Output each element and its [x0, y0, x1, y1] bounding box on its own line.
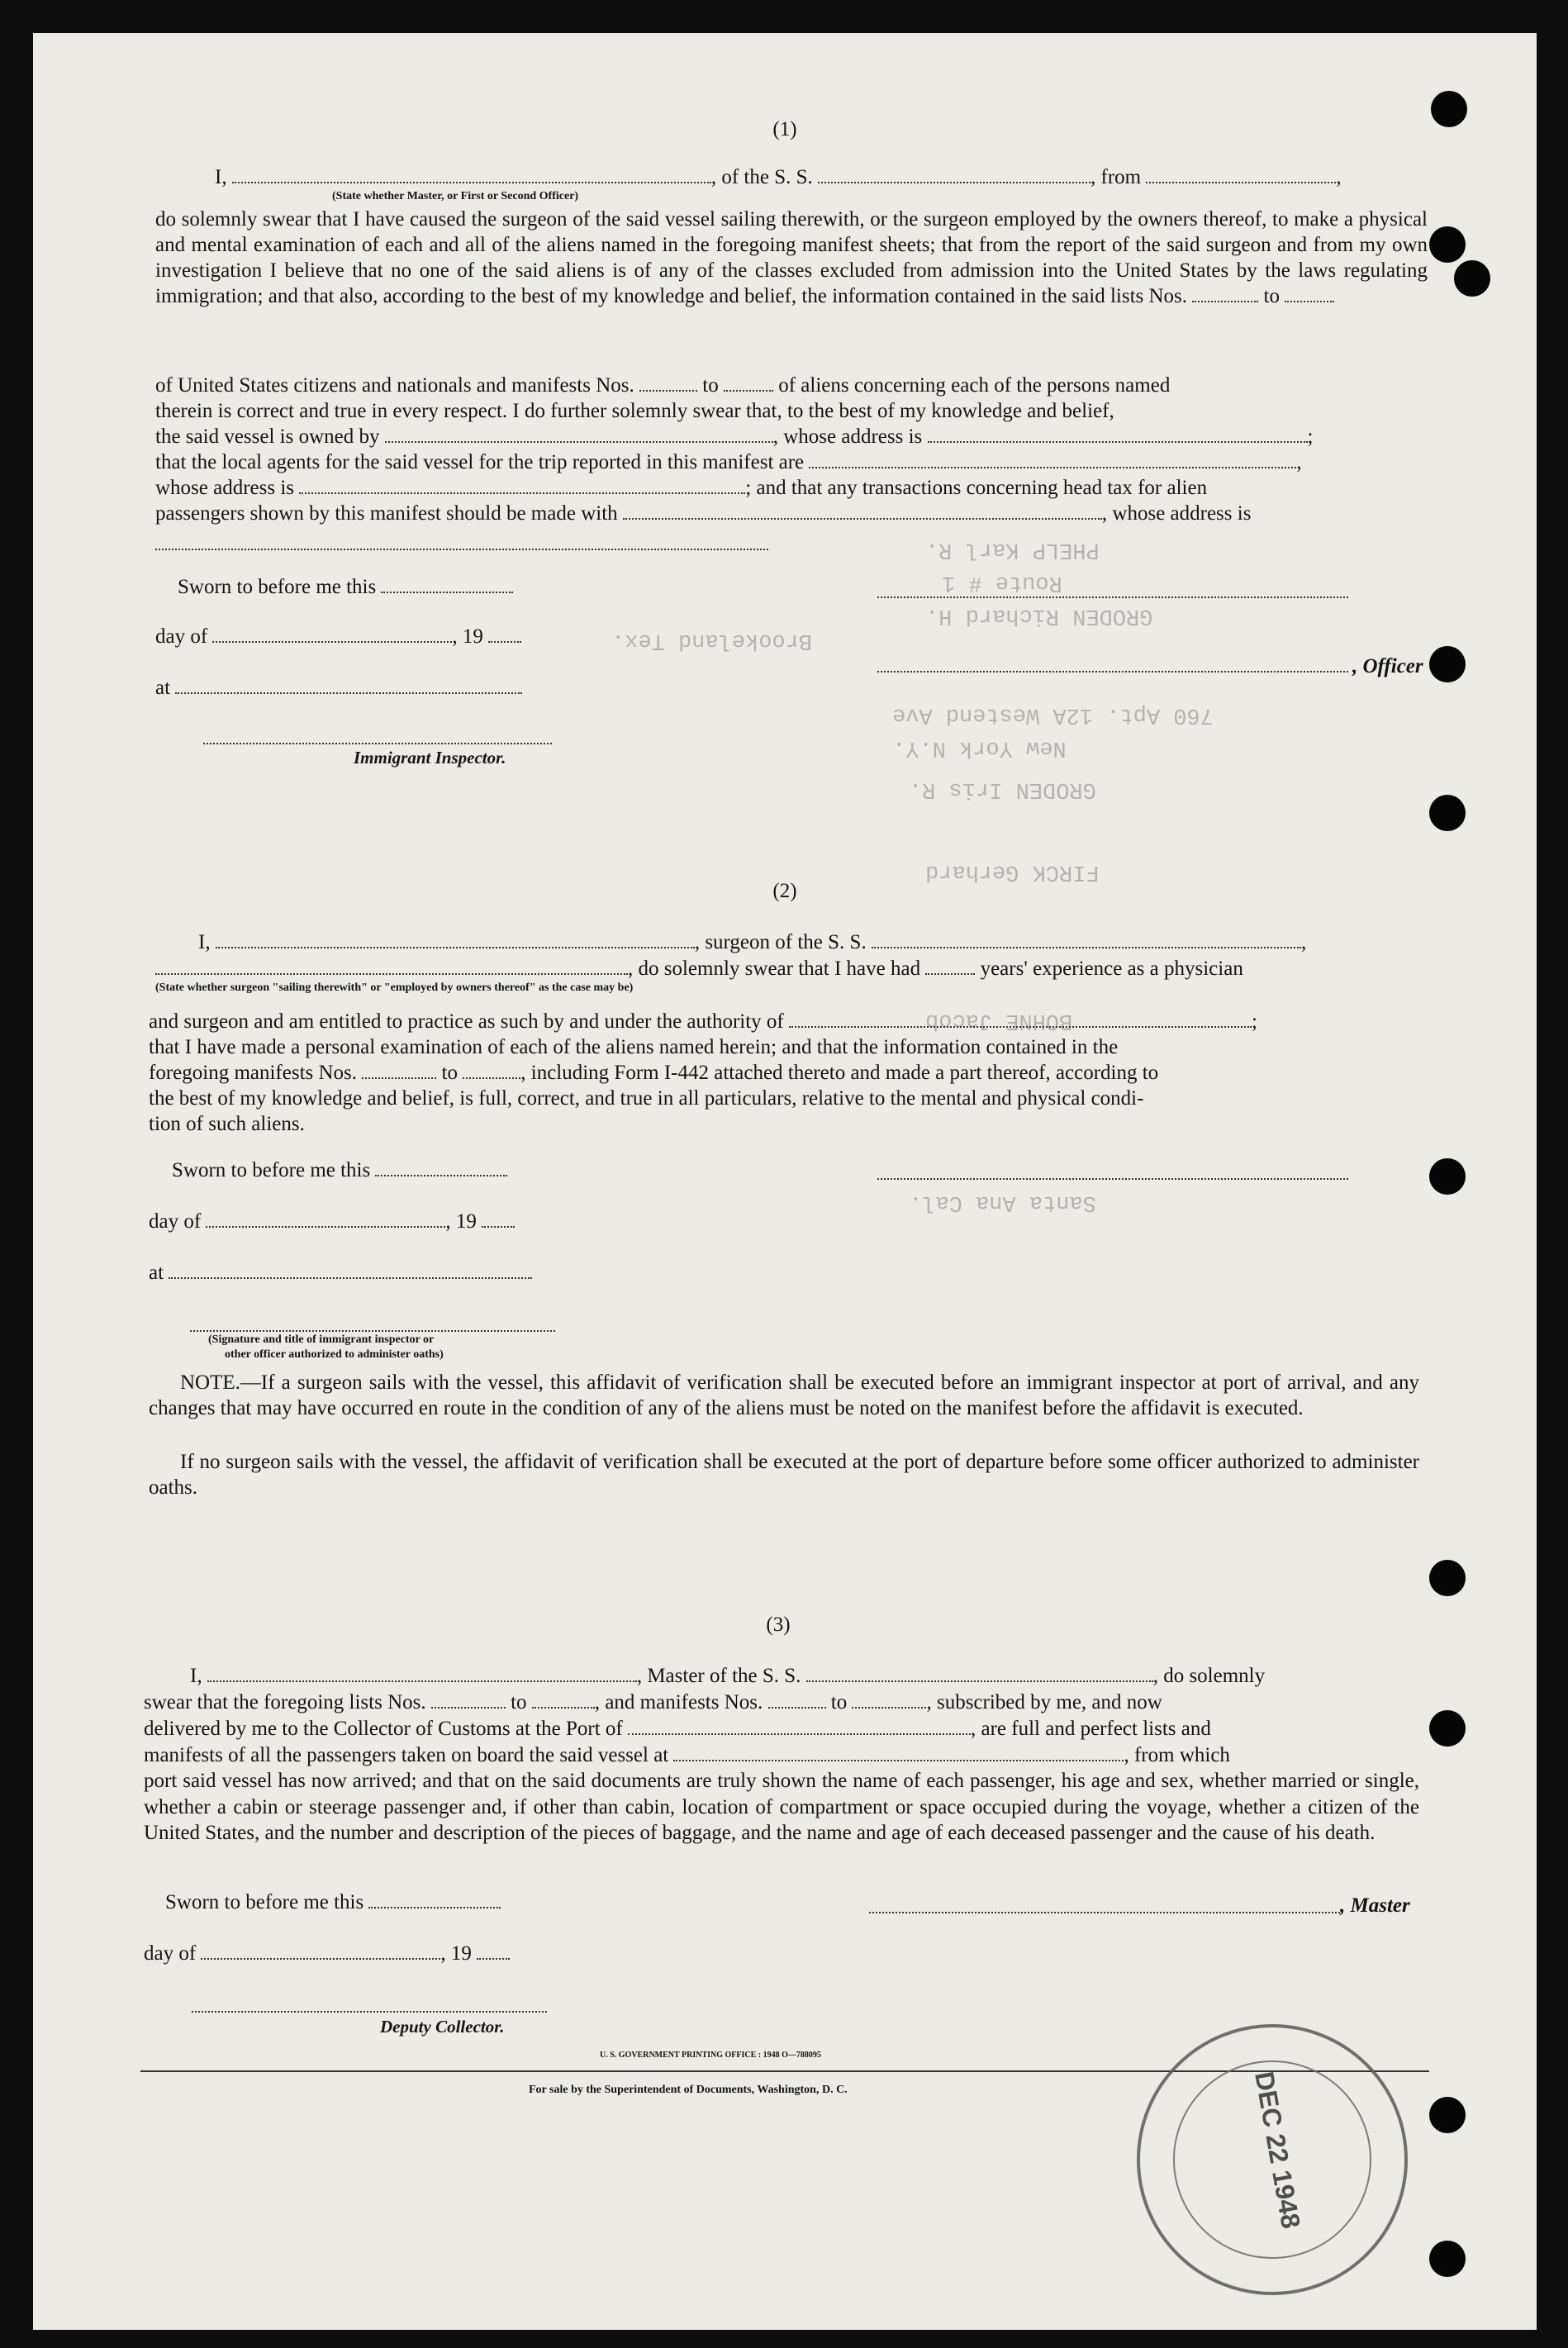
- inspector-signature-field[interactable]: [190, 1328, 555, 1332]
- show-through-line: 760 Apt. 12A Westend Ave: [892, 702, 1214, 727]
- officer-line: [215, 165, 1342, 190]
- line-text: Sworn to before me this: [165, 1891, 364, 1913]
- owner-address-field[interactable]: [928, 425, 1308, 443]
- year-field[interactable]: [482, 1210, 515, 1228]
- binder-hole: [1431, 91, 1467, 127]
- line-text: that the local agents for the said vessel for the trip reported in this manifest are: [155, 451, 805, 473]
- line-text: , do solemnly: [1152, 1665, 1266, 1687]
- line-text: day of: [155, 625, 208, 648]
- line-text: , including Form I-442 attached thereto and made a part thereof, according to: [520, 1062, 1159, 1084]
- line-text: , do solemnly swear that I have had: [628, 958, 921, 980]
- stamp-date: DEC 22 1948: [1249, 2069, 1306, 2232]
- line-text: , 19: [440, 1942, 472, 1965]
- pronoun: I,: [198, 931, 211, 953]
- sworn-day-field[interactable]: [381, 575, 513, 593]
- surgeon-note: (State whether surgeon "sailing therewith" or "employed by owners thereof" as the case may be): [155, 982, 634, 994]
- ship-name-field[interactable]: [818, 165, 1090, 183]
- section-number: (2): [772, 880, 797, 902]
- inspector-label: Immigrant Inspector.: [354, 748, 506, 768]
- line-text: manifests of all the passengers taken on board the said vessel at: [144, 1744, 669, 1766]
- agents-field[interactable]: [809, 450, 1296, 468]
- from-label: , from: [1090, 166, 1142, 188]
- passengers-line: [155, 501, 1251, 526]
- surgeon-signature-field[interactable]: [877, 1176, 1348, 1180]
- surgeon-manifests-to-field[interactable]: [463, 1061, 520, 1079]
- exam-line: that I have made a personal examination of each of the aliens named herein; and that the information contained in the: [149, 1036, 1119, 1058]
- line-text: , whose address is: [1101, 502, 1252, 525]
- line-text: day of: [149, 1210, 202, 1233]
- head-tax-field[interactable]: [623, 501, 1102, 520]
- punctuation: ,: [1336, 166, 1342, 188]
- at-place-field[interactable]: [175, 676, 522, 694]
- master-line: [190, 1664, 1265, 1689]
- master-ship-field[interactable]: [806, 1664, 1153, 1682]
- line-text: ; and that any transactions concerning head tax for alien: [745, 477, 1208, 499]
- punctuation: ;: [1307, 425, 1314, 448]
- port-field[interactable]: [628, 1717, 971, 1735]
- show-through-line: GRODEN Iris R.: [909, 777, 1096, 801]
- line-text: , and manifests Nos.: [594, 1691, 763, 1713]
- authority-line: [149, 1010, 1257, 1034]
- line-text: swear that the foregoing lists Nos.: [144, 1691, 426, 1713]
- binder-hole: [1429, 2241, 1466, 2277]
- surgeon-ship-field[interactable]: [872, 930, 1301, 948]
- print-office: U. S. GOVERNMENT PRINTING OFFICE : 1948 O—788095: [600, 2051, 821, 2060]
- note-paragraph: [149, 1449, 1419, 1500]
- master-manifests-from-field[interactable]: [768, 1690, 826, 1709]
- officer-note: (State whether Master, or First or Second Officer): [332, 190, 579, 202]
- at-place-field[interactable]: [169, 1261, 532, 1279]
- binder-hole: [1429, 226, 1466, 263]
- show-through-line: FIRCK Gerhard: [925, 859, 1100, 884]
- to-word: to: [511, 1691, 527, 1713]
- pronoun: I,: [215, 166, 227, 188]
- punctuation: ,: [1296, 451, 1302, 473]
- swear-lists-line: [144, 1690, 1162, 1715]
- authority-field[interactable]: [789, 1010, 1252, 1028]
- for-sale: For sale by the Superintendent of Documents, Washington, D. C.: [529, 2084, 848, 2096]
- punctuation: ,: [1300, 931, 1307, 953]
- from-port-field[interactable]: [1146, 165, 1336, 183]
- to-word: to: [830, 1691, 848, 1713]
- inspector-signature-field[interactable]: [203, 741, 552, 744]
- master-manifests-to-field[interactable]: [852, 1690, 926, 1709]
- note-paragraph: [149, 1370, 1419, 1421]
- day-line: [149, 1210, 515, 1234]
- show-through-line: PHELP Karl R.: [925, 537, 1100, 562]
- to-word: to: [441, 1062, 458, 1084]
- master-lists-from-field[interactable]: [431, 1690, 506, 1709]
- master-label: , Master: [1340, 1894, 1410, 1917]
- delivered-line: [144, 1717, 1211, 1742]
- officer-signature-field[interactable]: [877, 595, 1348, 598]
- line-text: , subscribed by me, and now: [926, 1691, 1162, 1713]
- agents-address-field[interactable]: [299, 476, 745, 494]
- show-through-line: Santa Ana Cal.: [909, 1190, 1096, 1214]
- section-number: (3): [766, 1614, 791, 1636]
- sworn-day-field[interactable]: [368, 1890, 501, 1908]
- binder-hole: [1429, 646, 1466, 682]
- master-signature-field[interactable]: [869, 1910, 1340, 1913]
- surgeon-manifests-from-field[interactable]: [362, 1061, 436, 1079]
- year-field[interactable]: [477, 1942, 510, 1960]
- document-page: [33, 33, 1537, 2330]
- line-text: passengers shown by this manifest should be made with: [155, 502, 618, 525]
- ship-label: , of the S. S.: [710, 166, 813, 188]
- line-text: , whose address is: [772, 425, 923, 448]
- line-text: and surgeon and am entitled to practice as such by and under the authority of: [149, 1010, 784, 1033]
- sworn-line: [172, 1158, 507, 1183]
- section-number: (1): [772, 118, 797, 140]
- binder-hole: [1429, 795, 1466, 831]
- line-text: , are full and perfect lists and: [971, 1718, 1211, 1740]
- line-text: foregoing manifests Nos.: [149, 1062, 358, 1084]
- line-text: Sworn to before me this: [178, 576, 377, 598]
- owner-line: [155, 425, 1313, 449]
- best-line: the best of my knowledge and belief, is full, correct, and true in all particulars, relative to the mental and physical condi-: [149, 1087, 1144, 1110]
- month-field[interactable]: [206, 1210, 445, 1228]
- section-3-paragraph: port said vessel has now arrived; and that on the said documents are truly shown the name of each passenger, his age and sex, whether married or single, whether a cabin or steerage passenger and, if other than cabin, location of compartment or space occupied during the voyage, whether a citizen of the United States, and the number and description of the pieces of baggage, and the name and age of each deceased passenger and the cause of his death.: [144, 1770, 1419, 1844]
- note-label: NOTE.: [180, 1371, 240, 1394]
- address-continuation-field[interactable]: [155, 547, 768, 550]
- manifests-to-field[interactable]: [724, 373, 773, 392]
- show-through-line: New York N.Y.: [892, 735, 1067, 760]
- officer-name-sign-field[interactable]: [877, 669, 1348, 673]
- to-word: to: [702, 374, 719, 397]
- line-text: , 19: [445, 1210, 477, 1233]
- note-text: —If a surgeon sails with the vessel, this affidavit of verification shall be executed before an immigrant inspector at port of arrival, and any changes that may have occurred en route in the condition of any of the aliens must be noted on the manifest before the affidavit is executed.: [149, 1371, 1419, 1419]
- surgeon-line: [198, 930, 1306, 955]
- show-through-line: BOHNE Jacob: [925, 1008, 1073, 1033]
- line-text: , surgeon of the S. S.: [694, 931, 867, 953]
- sworn-line: [178, 575, 513, 600]
- month-field[interactable]: [212, 625, 452, 643]
- show-through-line: Route # 1: [942, 570, 1062, 595]
- binder-hole: [1429, 2097, 1466, 2133]
- show-through-line: GRODEN Richard H.: [925, 603, 1153, 628]
- paragraph-text: do solemnly swear that I have caused the surgeon of the said vessel sailing therewith, or the surgeon employed by the owners thereof, to make a physical and mental examination of each and all of the aliens named in the foregoing manifest sheets; that from the report of the said surgeon and from my own investigation I believe that no one of the said aliens is of any of the classes excluded from admission into the United States by the laws regulating immigration; and that also, according to the best of my knowledge and belief, the information contained in the said lists Nos.: [155, 208, 1428, 307]
- punctuation: ;: [1252, 1010, 1257, 1033]
- line-text: Sworn to before me this: [172, 1159, 371, 1181]
- line-text: day of: [144, 1942, 197, 1965]
- line-text: , from which: [1124, 1744, 1230, 1766]
- manifests-all-line: [144, 1743, 1230, 1768]
- note-text: If no surgeon sails with the vessel, the affidavit of verification shall be executed at the port of departure before some officer authorized to administer oaths.: [149, 1451, 1419, 1499]
- surgeon-name-field[interactable]: [216, 930, 695, 948]
- master-lists-to-field[interactable]: [532, 1690, 595, 1709]
- section-1-paragraph: [155, 207, 1428, 309]
- line-text: years' experience as a physician: [980, 958, 1243, 980]
- binder-hole: [1454, 260, 1490, 297]
- line-text: at: [155, 677, 171, 699]
- deputy-label: Deputy Collector.: [380, 2017, 505, 2037]
- day-line: [155, 625, 521, 649]
- lists-to-field[interactable]: [1285, 284, 1334, 302]
- at-line: [155, 676, 522, 701]
- surgeon-status-field[interactable]: [155, 957, 628, 975]
- pronoun: I,: [190, 1665, 202, 1687]
- sig-note: other officer authorized to administer oaths): [225, 1348, 444, 1361]
- line-text: , 19: [452, 625, 483, 648]
- line-text: the said vessel is owned by: [155, 425, 380, 448]
- collector-signature-field[interactable]: [192, 2009, 547, 2013]
- line-text: of aliens concerning each of the persons named: [778, 374, 1171, 397]
- boarding-port-field[interactable]: [673, 1743, 1124, 1761]
- binder-hole: [1429, 1158, 1466, 1195]
- sworn-day-field[interactable]: [375, 1158, 507, 1176]
- agents-address-line: [155, 476, 1207, 501]
- lists-from-field[interactable]: [1192, 284, 1258, 302]
- sig-note: (Signature and title of immigrant inspector or: [208, 1333, 435, 1346]
- officer-label: , Officer: [1352, 655, 1423, 677]
- officer-name-field[interactable]: [232, 165, 711, 183]
- line-text: at: [149, 1262, 164, 1284]
- manifests-from-field[interactable]: [639, 373, 697, 392]
- experience-line: [155, 957, 1243, 982]
- manifests-line: [155, 373, 1170, 398]
- correct-line: therein is correct and true in every respect. I do further solemnly swear that, to the best of my knowledge and belief,: [155, 400, 1114, 422]
- master-name-field[interactable]: [207, 1664, 637, 1682]
- line-text: , Master of the S. S.: [636, 1665, 801, 1687]
- line-text: whose address is: [155, 477, 295, 499]
- line-text: of United States citizens and nationals and manifests Nos.: [155, 374, 634, 397]
- show-through-line: Brookeland Tex.: [611, 628, 813, 653]
- month-field[interactable]: [201, 1942, 440, 1960]
- day-line: [144, 1942, 510, 1966]
- binder-hole: [1429, 1560, 1466, 1596]
- year-field[interactable]: [488, 625, 521, 643]
- tion-line: tion of such aliens.: [149, 1113, 305, 1135]
- to-word: to: [1263, 285, 1280, 307]
- binder-hole: [1429, 1710, 1466, 1747]
- foregoing-line: [149, 1061, 1158, 1086]
- line-text: delivered by me to the Collector of Customs at the Port of: [144, 1718, 623, 1740]
- at-line: [149, 1261, 532, 1286]
- sworn-line: [165, 1890, 501, 1915]
- years-field[interactable]: [925, 957, 975, 975]
- agents-line: [155, 450, 1302, 475]
- date-stamp: [1137, 2024, 1408, 2295]
- owner-field[interactable]: [385, 425, 773, 443]
